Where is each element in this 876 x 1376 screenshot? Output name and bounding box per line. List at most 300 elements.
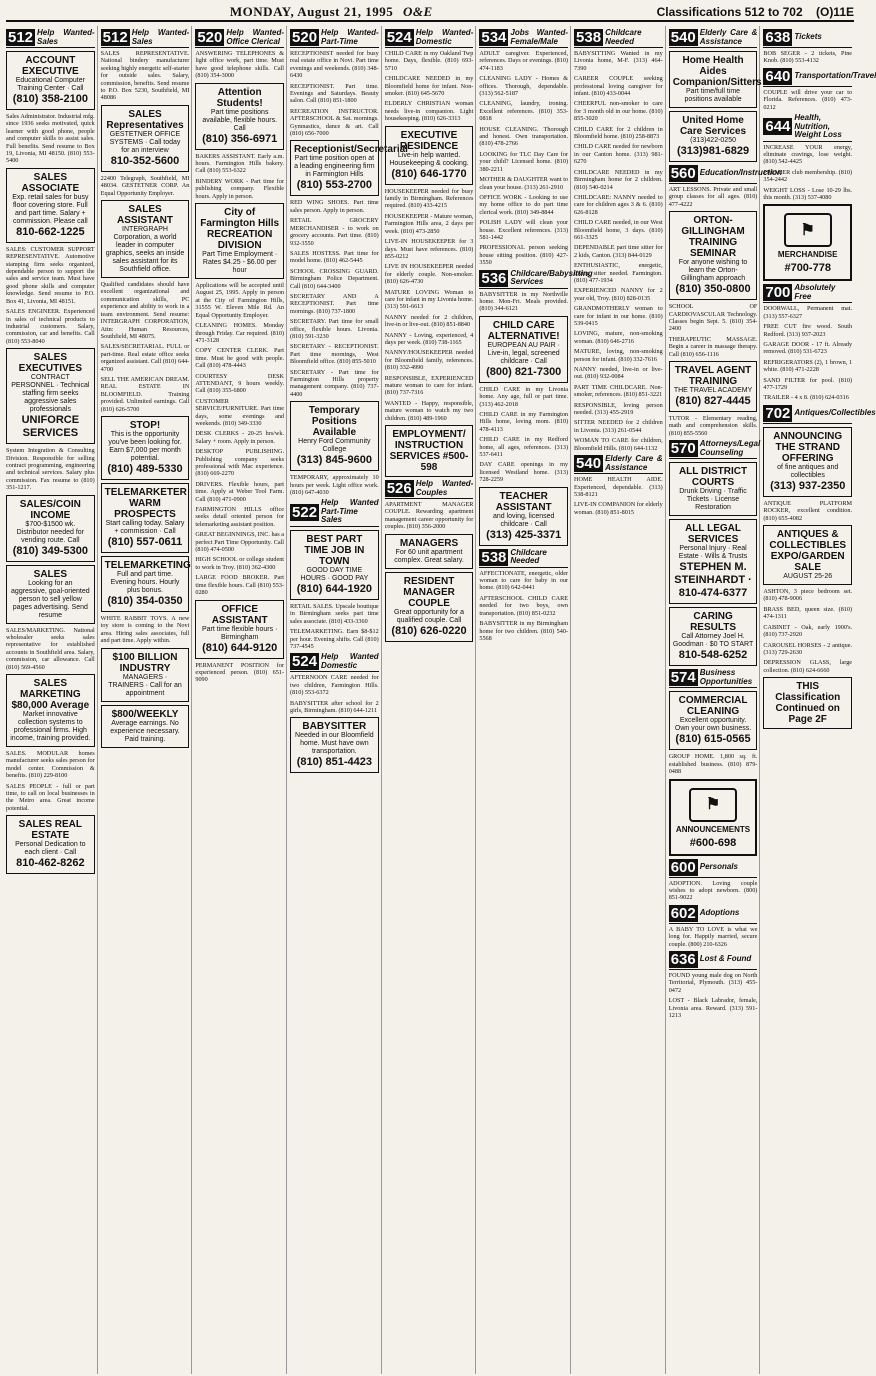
display-ad-headline: SALES ASSOCIATE [21, 171, 80, 194]
category-heading [479, 268, 593, 289]
category-number: 522 [292, 503, 318, 521]
ad-text: LOOKING for TLC Day Care for your child? Licensed home. (810) 380-2211 [479, 150, 569, 173]
display-ad [385, 126, 474, 185]
classified-ad [574, 437, 663, 452]
classified-ad [574, 262, 663, 284]
display-ad-body: Part time flexible hours · Birmingham [201, 625, 278, 641]
classified-ad [385, 263, 474, 285]
classified-ad [195, 373, 284, 395]
display-ad-phone: (810) 557-0611 [107, 535, 183, 548]
category-number: 524 [292, 653, 318, 671]
category-number: 512 [102, 29, 128, 46]
display-ad-headline: STOP! [129, 419, 161, 431]
category-heading [669, 905, 758, 924]
ad-text: TRAILER - 4 x 8. (810) 624-0316 [763, 394, 849, 402]
display-ad [6, 565, 95, 624]
ad-text: SALES. MODULAR homes manufacturer seeks sales person for model center. Commission & benefits. (810) 229-8100 [6, 750, 95, 780]
ad-text: SCHOOL CROSSING GUARD. Birmingham Police Department. Call (810) 644-3400 [290, 267, 379, 290]
display-ad-headline: EMPLOYMENT/ INSTRUCTION SERVICES #500-598 [389, 429, 469, 474]
classified-column [6, 26, 98, 1374]
display-ad-body: Personal Dedication to each client · Call [15, 841, 86, 857]
ad-text: DAY CARE openings in my licensed Westland home. (313) 728-2259 [479, 461, 569, 484]
header-right [657, 5, 854, 19]
section-promo [669, 779, 758, 856]
display-ad-body: Exp. retail sales for busy floor covering store. Full and part time. Salary + commission. Please call [12, 193, 89, 225]
display-ad-body: Part time/full time positions available [684, 88, 742, 103]
ad-text: COUPLE will drive your car to Florida. References. (810) 473-0212 [763, 88, 853, 111]
classified-ad [290, 108, 379, 138]
ad-text: NANNY needed for 2 children, live-in or live-out. (810) 851-8840 [384, 313, 474, 329]
display-ad [669, 211, 758, 300]
display-ad-body: For 60 unit apartment complex. Great salary. [394, 548, 464, 564]
ad-text: CAROUSEL HORSES - 2 antique. (313) 729-2630 [763, 641, 853, 656]
ad-text: TELEMARKETING. Earn $8-$12 per hour. Evening shifts. Call (810) 737-4545 [290, 628, 379, 650]
ad-text: WEIGHT LOSS - Lose 10-29 lbs. this month. (313) 537-4080 [763, 186, 853, 201]
display-ad-phone: (810) 827-4445 [675, 395, 751, 408]
classified-ad [479, 219, 568, 241]
ad-text: DRIVERS. Flexible hours, part time. Apply at Weber Tool Farm. Call (810) 471-0900 [195, 480, 285, 503]
classified-ad [479, 151, 568, 173]
ad-text: ADULT caregiver. Experienced, references. Days or evenings. (810) 474-1183 [479, 50, 569, 72]
ad-text: Sales Administrator. Industrial mfg. since 1936 seeks motivated, quick learner with good phone, people and computer skills to assist sales. Full benefits. Send resume to Box 19, Livonia, MI 48150. (810) 553-5400 [6, 113, 95, 165]
classified-ad [6, 447, 95, 491]
ad-text: PERMANENT POSITION for experienced person. (810) 651-9090 [195, 661, 285, 684]
display-ad-phone: (810) 350-0800 [675, 283, 751, 296]
category-number: 540 [670, 29, 696, 46]
category-number: 560 [670, 165, 696, 182]
classified-column [479, 26, 593, 1374]
display-ad [101, 483, 190, 553]
category-heading [763, 67, 876, 87]
classified-ad [6, 246, 95, 305]
ad-text: CHILD CARE needed, in our West Bloomfield home, 3 days. (810) 661-3325 [574, 219, 663, 241]
ad-text: LIVE IN HOUSEKEEPER needed for elderly couple. Non-smoker. (810) 626-4730 [384, 263, 474, 286]
classified-ad [763, 169, 852, 184]
ad-text: RED WING SHOES. Part time sales person. Apply in person. [290, 199, 379, 214]
display-ad-body: Live-in help wanted. Housekeeping & cooking. [389, 151, 469, 167]
classified-ad [195, 347, 284, 369]
ad-text: SALES HOSTESS. Part time for model home. (810) 462-5445 [290, 249, 379, 265]
classified-ad [290, 318, 379, 340]
section-promo-range: #700-778 [784, 262, 831, 275]
ad-text: MATURE, loving, non-smoking person for infant. (810) 332-7616 [574, 348, 663, 363]
display-ad-body: $700-$1500 wk. Distributor needed for vending route. Call [16, 520, 84, 544]
classified-ad [385, 314, 474, 329]
display-ad-headline: CARING RESULTS [690, 611, 736, 634]
classified-ad [290, 83, 379, 105]
display-ad-headline: TRAVEL AGENT TRAINING [674, 365, 752, 388]
display-ad-headline: SALES REAL ESTATE [18, 819, 82, 842]
ad-text: ANTIQUE PLATFORM ROCKER, excellent condition. (810) 655-4082 [763, 499, 853, 522]
display-ad-phone: (313)981-6829 [676, 145, 750, 157]
category-number: 512 [8, 29, 34, 46]
classified-ad [479, 126, 568, 148]
category-name: Help Wanted-Office Clerical [226, 28, 285, 46]
display-ad-body: Looking for an aggressive, goal-oriented person to sell yellow pages advertising. Send resume [11, 579, 90, 619]
section-promo-title: ANNOUNCEMENTS [675, 824, 751, 834]
ad-text: SECRETARY - Part time for Farmington Hills property management company. (810) 737-4400 [290, 368, 379, 398]
ad-text: RETAIL GROCERY MERCHANDISER - to work on grocery accounts. Part time. (810) 932-3550 [290, 217, 379, 247]
category-number: 700 [765, 284, 791, 302]
classified-ad [479, 100, 568, 122]
category-name: Antiques/Collectibles [794, 408, 876, 418]
classified-ad [479, 244, 568, 266]
classified-ad [385, 50, 474, 72]
classified-ad [385, 332, 474, 347]
category-heading [763, 284, 852, 303]
ad-text: BRASS BED, queen size. (810) 474-1311 [763, 605, 853, 621]
display-ad-body: Start calling today. Salary + commission · Call [105, 519, 185, 535]
category-name: Help Wanted-Couples [415, 479, 474, 497]
classified-ad [195, 556, 284, 571]
display-ad [6, 168, 95, 243]
category-name: Absolutely Free [794, 283, 836, 301]
category-heading [763, 29, 852, 48]
ad-text: 22400 Telegraph, Southfield, MI 48034. GESTETNER CORP. An Equal Opportunity Employer. [100, 174, 190, 197]
display-ad-phone: 810-662-1225 [16, 225, 85, 238]
classified-ad [763, 323, 852, 338]
display-ad [669, 462, 758, 516]
display-ad [6, 815, 95, 874]
classified-ad [290, 674, 379, 696]
classified-ad [763, 305, 852, 320]
classified-ad [195, 506, 284, 528]
display-ad-body: GESTETNER OFFICE SYSTEMS · Call today for an interview [109, 130, 181, 154]
classified-ad [763, 89, 852, 111]
category-heading [290, 29, 379, 48]
category-heading [479, 549, 568, 568]
ad-text: FARMINGTON HILLS office seeks detail oriented person for telemarketing assistant position. [195, 506, 285, 528]
display-ad [290, 530, 379, 600]
display-ad-body: This is the opportunity you've been looking for. Earn $7,000 per month potential. [108, 430, 182, 462]
classified-ad [479, 570, 568, 592]
ad-text: CLEANING, laundry, ironing. Excellent references. (810) 353-0818 [479, 100, 569, 123]
display-ad-headline: ALL LEGAL SERVICES [685, 523, 741, 546]
classified-column [763, 26, 876, 1374]
display-ad-phone: (810) 615-0565 [675, 733, 751, 746]
ad-text: DEPRESSION GLASS, large collection. (810) 624-6660 [763, 659, 853, 674]
category-name: Adoptions [699, 907, 740, 917]
issue-date [230, 4, 433, 20]
display-ad-headline: TEACHER ASSISTANT [495, 490, 552, 513]
ad-text: COPY CENTER CLERK. Part time. Must be good with people. Call (810) 478-4443 [195, 347, 285, 370]
ad-text: LOVING, mature, non-smoking woman. (810) 646-2716 [574, 330, 663, 345]
classified-ad [385, 501, 474, 531]
display-ad [385, 572, 474, 642]
ad-text: RECREATION INSTRUCTOR. AFTERSCHOOL & Sat. mornings. Gymnastics, dance & art. Call (810) 656-7000 [290, 107, 379, 138]
category-name: Help Wanted Domestic [321, 652, 379, 670]
display-ad [669, 607, 758, 666]
display-ad-headline: SALES ASSISTANT [117, 204, 173, 227]
ad-text: OFFICE WORK - Looking to use my home office to do part time clerical work. (810) 349-8844 [479, 193, 569, 216]
header-classifications: Classifications 512 to 702 [656, 5, 803, 19]
category-heading [669, 859, 758, 878]
ad-text: TEMPORARY, approximately 10 hours per week. Light office work. (810) 647-4030 [290, 474, 379, 497]
category-heading [574, 29, 663, 48]
classified-ad [669, 303, 758, 333]
display-ad-phone: (313) 937-2350 [770, 479, 846, 492]
classified-ad [385, 349, 474, 371]
ad-text: HOME HEALTH AIDE. Experienced, dependable. (313) 538-8121 [574, 476, 663, 498]
classified-ad [574, 476, 663, 498]
classified-ad [669, 997, 758, 1019]
section-promo-range: #600-698 [689, 836, 737, 849]
ad-text: HOUSEKEEPER - Mature woman, Farmington Hills area, 2 days per week. (810) 473-2850 [384, 212, 474, 235]
classified-ad [385, 100, 474, 122]
classified-ad [195, 398, 284, 428]
classified-ad [385, 375, 474, 397]
display-ad-phone: (810) 644-9120 [202, 641, 278, 654]
classified-column [101, 26, 193, 1374]
classified-ad [290, 700, 379, 715]
display-ad-phone: (313) 845-9600 [296, 454, 372, 467]
category-name: Education/Instruction [699, 168, 782, 178]
ad-text: FOUND young male dog on North Territorial, Plymouth. (313) 455-0472 [668, 971, 758, 994]
ad-text: ADOPTION. Loving couple wishes to adopt newborn. (800) 851-9022 [668, 879, 758, 902]
ad-text: SITTER NEEDED for 2 children in Livonia. (313) 261-0544 [574, 419, 663, 434]
display-ad-headline: SALES/COIN INCOME [19, 498, 81, 521]
ad-text: PREMIER club membership. (810) 354-2442 [763, 168, 853, 184]
display-ad-phone: (810) 553-2700 [296, 179, 372, 192]
display-ad-phone: (810) 349-5300 [12, 544, 88, 557]
ad-text: REFRIGERATORS (2), 1 brown, 1 white. (810) 471-2228 [763, 358, 853, 374]
classified-ad [195, 662, 284, 684]
classified-ad [290, 50, 379, 80]
display-ad-headline: $100 BILLION INDUSTRY [112, 651, 178, 674]
category-number: 536 [481, 269, 507, 287]
display-ad-headline: THIS Classification Continued on Page 2F [775, 681, 841, 726]
ad-text: DOORWALL, Permanent mat. (313) 557-6327 [763, 305, 853, 320]
ad-text: Qualified candidates should have excellent organizational and communication skills, PC experience and ability to work in a team environment. Send resume: INTERGRAPH CORPORATION, Attn: Human Resources, Southfield, MI 48075. [100, 281, 190, 340]
ad-text: ASHTON, 3 piece bedroom set. (810) 478-9006 [763, 588, 853, 603]
display-ad-body: Drunk Driving · Traffic Tickets · License Restoration [679, 488, 747, 512]
display-ad-headline: BABYSITTER [302, 721, 367, 733]
classified-ad [574, 402, 663, 417]
display-ad-body: EUROPEAN AU PAIR · Live-in, legal, screened childcare · Call [487, 341, 560, 365]
category-heading [479, 29, 568, 48]
category-name: Tickets [794, 32, 822, 42]
ad-text: ENTHUSIASTIC, energetic, loving sitter needed. Farmington. (810) 477-1934 [574, 262, 663, 284]
ad-text: WANTED - Happy, responsible, mature woman to watch my two children. (810) 489-1960 [384, 399, 474, 422]
classified-ad [385, 75, 474, 97]
display-ad-body: Market innovative collection systems to professional firms. High income, training provided. [10, 711, 91, 742]
ad-text: HIGH SCHOOL or college student to work in Troy. (810) 362-4300 [195, 556, 285, 571]
ad-text: SALES/SECRETARIAL. FULL or part-time. Real estate office seeks organized assistant. Call (810) 644-4700 [100, 343, 190, 373]
ad-text: AFFECTIONATE, energetic, older woman to care for baby in our home. (810) 642-0441 [479, 569, 569, 592]
classified-ad [290, 603, 379, 625]
classified-columns [6, 26, 876, 1374]
category-name: Childcare Needed [510, 547, 547, 566]
classified-ad [479, 194, 568, 216]
classified-ad [574, 305, 663, 327]
category-heading [574, 455, 663, 474]
display-ad [195, 83, 284, 150]
classified-ad [6, 308, 95, 345]
ad-text: WHITE RABBIT TOYS. A new toy store is coming to the Novi area. Hiring sales associates, full and part time. Apply within. [100, 614, 190, 645]
display-ad [6, 674, 95, 747]
display-ad-headline: SALES [33, 568, 67, 580]
classified-ad [101, 343, 190, 373]
ad-text: SALES ENGINEER. Experienced in sales of technical products to industrial customers. Salary, commission, car and benefits. Call (810) 553-8040 [6, 308, 95, 345]
category-name: Jobs Wanted-Female/Male [510, 28, 569, 46]
display-ad-body: Personal Injury · Real Estate · Wills & Trusts [678, 545, 748, 561]
ad-text: LARGE FOOD BROKER. Part time flexible hours. Call (810) 553-0280 [195, 574, 285, 597]
ad-text: NANNY/HOUSEKEEPER needed for Bloomfield family, references. (810) 332-4990 [384, 349, 474, 372]
classified-ad [574, 100, 663, 122]
classified-ad [479, 436, 568, 458]
ad-text: BABYSITTER in my Northville home. Mon-Fri. Meals provided. (810) 344-6121 [479, 290, 569, 313]
classified-ad [763, 606, 852, 621]
ad-text: SCHOOL OF CARDIOVASCULAR Technology. Classes begin Sept. 5. (810) 354-2400 [668, 303, 758, 333]
classified-ad [669, 753, 758, 775]
classified-ad [479, 411, 568, 433]
category-heading [669, 951, 758, 970]
display-ad-headline: $800/WEEKLY [111, 708, 179, 720]
ad-text: BABYSITTER in my Birmingham home for two children. (810) 540-5568 [479, 620, 569, 642]
display-ad-phone: 810-548-6252 [678, 649, 748, 662]
classified-ad [290, 628, 379, 650]
display-ad [763, 525, 852, 585]
ad-text: CHILDCARE NEEDED in my Birmingham home for 2 children. (810) 540-0214 [574, 168, 663, 191]
display-ad-headline: City of Farmington Hills RECREATION DIVISION [200, 207, 280, 252]
display-ad [669, 51, 762, 108]
display-ad-body: and loving, licensed childcare · Call [492, 512, 555, 528]
ad-text: MOTHER & DAUGHTER want to clean your house. (313) 261-2910 [479, 176, 569, 191]
category-number: 526 [386, 480, 412, 498]
ad-text: LIVE-IN HOUSEKEEPER for 3 days. Must have references. (810) 855-0212 [384, 238, 474, 260]
display-ad-phone: UNIFORCE SERVICES [21, 414, 80, 440]
ad-text: COURTESY DESK ATTENDANT, 9 hours weekly. Call (810) 355-6800 [195, 372, 285, 395]
classified-ad [763, 377, 852, 392]
ad-text: DESKTOP PUBLISHING. Publishing company seeks professional with Mac experience. (810) 669-2270 [195, 448, 285, 478]
display-ad [195, 600, 284, 659]
display-ad-headline: SALES Representatives [106, 108, 184, 131]
display-ad-headline: MANAGERS [399, 537, 459, 549]
classified-ad [669, 415, 758, 437]
category-heading [195, 29, 284, 48]
category-number: 640 [765, 67, 791, 85]
display-ad-phone: (810) 646-1770 [391, 167, 467, 180]
classified-ad [574, 194, 663, 216]
classified-ad [195, 153, 284, 175]
display-ad-headline: ORTON-GILLINGHAM TRAINING SEMINAR [681, 215, 745, 260]
display-ad-phone: (810) 356-6971 [202, 132, 278, 145]
category-number: 570 [670, 440, 696, 458]
ad-text: ELDERLY CHRISTIAN woman needs live-in companion. Light housekeeping. (810) 626-3313 [384, 100, 474, 123]
display-ad-body: Part time position open at a leading engineering firm in Farmington Hills [294, 155, 375, 179]
category-heading [669, 165, 782, 184]
display-ad-headline: CHILD CARE ALTERNATIVE! [487, 319, 560, 342]
classified-ad [290, 369, 379, 399]
classified-ad [574, 169, 663, 191]
category-heading [669, 439, 761, 459]
category-number: 638 [765, 29, 791, 46]
ad-text: MATURE LOVING Woman to care for infant in my Livonia home. (313) 591-6613 [384, 288, 474, 311]
ad-text: CHILD CARE in my Oakland Twp home. Days, flexible. (810) 693-5710 [384, 50, 474, 72]
category-name: Help Wanted Part-Time Sales [321, 498, 379, 525]
display-ad-body: Henry Ford Community College [298, 438, 371, 454]
classified-ad [290, 293, 379, 315]
display-ad [6, 348, 95, 444]
ad-text: WOMAN TO CARE for children, Bloomfield Hills. (810) 644-1132 [574, 437, 663, 452]
ad-text: HOUSEKEEPER needed for busy family in Birmingham. References required. (810) 433-4215 [384, 187, 474, 210]
classified-ad [574, 50, 663, 72]
ad-text: NANNY - Loving, experienced, 4 days per week. (810) 738-1165 [384, 331, 474, 346]
category-number: 524 [386, 29, 412, 46]
display-ad [290, 717, 379, 773]
display-ad-body: Excellent opportunity. Own your own business. [674, 717, 752, 733]
display-ad-headline: Temporary Positions Available [308, 405, 360, 439]
display-ad-headline: ANNOUNCING THE STRAND OFFERING [773, 430, 843, 464]
classified-ad [574, 75, 663, 97]
display-ad-body: Educational Computer Training Center · Call [15, 77, 85, 92]
classified-ad [479, 176, 568, 191]
classified-ad [385, 238, 474, 260]
ad-text: BABYSITTING Wanted in my Livonia home, M-F. (313) 464-7390 [574, 50, 663, 72]
display-ad [479, 487, 568, 546]
ad-text: System Integration & Consulting Division. Responsible for selling contract programming, engineering and technical services. Salary plus commission. Fax resume to (810) 351-1217. [6, 447, 95, 492]
classified-ad [101, 376, 190, 413]
ad-text: GREAT BEGINNINGS, INC. has a perfect Part Time Opportunity. Call (810) 474-0500 [195, 531, 285, 554]
category-number: 534 [481, 29, 507, 46]
category-number: 702 [765, 404, 791, 422]
display-ad-headline: BEST PART TIME JOB IN TOWN [304, 533, 365, 567]
display-ad [385, 425, 474, 477]
display-ad-headline: TELEMARKETING [104, 559, 191, 571]
category-heading [669, 29, 758, 48]
ad-text: PROFESSIONAL person seeking house sitting position. (810) 427-3550 [479, 244, 569, 267]
category-name: Childcare Needed [605, 28, 642, 46]
category-number: 538 [481, 548, 507, 566]
ad-text: CHILD CARE in my Redford home, all ages, references. (313) 537-6411 [479, 436, 569, 459]
category-name: Elderly Care & Assistance [605, 454, 663, 472]
ad-text: FREE CUT fire wood. South Redford. (313) 937-2023 [763, 323, 853, 338]
category-name: Childcare/Babysitting Services [510, 268, 593, 287]
classified-ad [195, 50, 284, 80]
display-ad-headline: ANTIQUES & COLLECTIBLES EXPO/GARDEN SALE [769, 529, 847, 574]
display-ad [669, 361, 758, 412]
section-promo [763, 204, 852, 281]
display-ad-headline: EXECUTIVE RESIDENCE [399, 129, 459, 152]
ad-text: GARAGE DOOR - 17 ft. Already removed. (810) 531-6723 [763, 341, 853, 356]
display-ad [763, 427, 852, 497]
ad-text: CHILD CARE in my Livonia home. Any age, full or part time. (313) 462-2018 [479, 385, 569, 408]
category-heading [290, 499, 379, 527]
display-ad-headline: ACCOUNT EXECUTIVE [21, 55, 79, 77]
classified-ad [6, 113, 95, 165]
classified-ad [763, 394, 852, 401]
ad-text: SECRETARY AND A RECEPTIONIST. Part time mornings. (810) 737-1800 [290, 292, 379, 315]
page-header [6, 4, 854, 22]
classified-ad [195, 178, 284, 200]
classified-ad [195, 531, 284, 553]
classified-ad [574, 384, 663, 399]
classified-ad [479, 75, 568, 97]
classified-ad [763, 144, 852, 166]
ad-text: BABYSITTER after school for 2 girls, Birmingham. (810) 644-1211 [290, 699, 379, 714]
ad-text: CHILD CARE needed for newborn in our Canton home. (313) 981-6270 [574, 143, 663, 166]
display-ad-body: GOOD DAY TIME HOURS · GOOD PAY [300, 566, 369, 582]
category-number: 540 [576, 455, 602, 473]
ad-text: SAND FILTER for pool. (810) 477-1729 [763, 376, 853, 392]
ad-text: AFTERNOON CARE needed for two children, Farmington Hills. (810) 553-6372 [290, 674, 379, 697]
classified-column [385, 26, 477, 1374]
classified-ad [479, 50, 568, 72]
ad-text: THERAPEUTIC MASSAGE. Begin a career in massage therapy. Call (810) 656-1116 [668, 335, 758, 358]
ad-text: CLEANING LADY - Homes & offices. Thorough, dependable. (313) 562-5187 [479, 75, 569, 98]
category-number: 636 [670, 950, 696, 968]
ad-text: INCREASE YOUR energy, eliminate cravings, lose weight. (810) 542-4425 [763, 143, 853, 166]
